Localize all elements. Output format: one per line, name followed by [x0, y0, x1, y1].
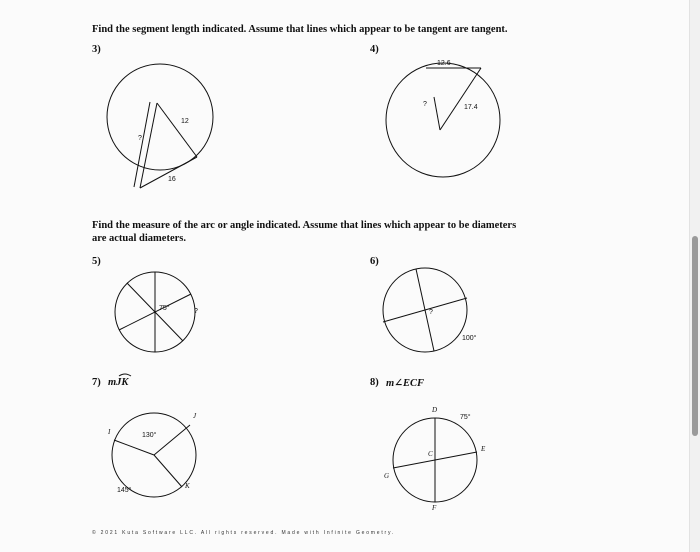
problem-5-label-75: 75°: [159, 305, 170, 312]
problem-6-label-unknown: ?: [429, 309, 433, 316]
problem-7-label-145: 145°: [117, 487, 132, 494]
problem-7-label-i: I: [108, 428, 111, 436]
problem-5-number: 5): [92, 256, 101, 267]
segment-instructions: Find the segment length indicated. Assume that lines which appear to be tangent are tangent.: [92, 24, 508, 35]
copyright-footer: © 2021 Kuta Software LLC. All rights reserved. Made with Infinite Geometry.: [92, 530, 396, 536]
problem-4-label-17-4: 17.4: [464, 104, 478, 111]
problem-8-question: m∠ECF: [386, 378, 424, 389]
problem-8-label-d: D: [432, 406, 438, 414]
problem-4-label-unknown: ?: [423, 101, 427, 108]
problem-8-label-f: F: [432, 504, 437, 512]
problem-7-question: mJK: [108, 377, 129, 388]
problem-3-label-12: 12: [181, 118, 189, 125]
problem-8-number: 8): [370, 377, 379, 388]
problem-5-label-unknown: ?: [194, 308, 198, 315]
problem-8-label-e: E: [481, 445, 486, 453]
problem-6-label-100: 100°: [462, 335, 477, 342]
problem-6-number: 6): [370, 256, 379, 267]
problem-3-number: 3): [92, 44, 101, 55]
problem-3-label-unknown: ?: [138, 135, 142, 142]
problem-4-number: 4): [370, 44, 379, 55]
scrollbar-thumb[interactable]: [692, 236, 698, 436]
problem-3-label-16: 16: [168, 176, 176, 183]
problem-8-label-g: G: [384, 472, 390, 480]
arc-instructions-line-1: Find the measure of the arc or angle indicated. Assume that lines which appear to be diameters: [92, 220, 517, 231]
problem-8-label-c: C: [428, 450, 433, 458]
problem-8-label-75: 75°: [460, 414, 471, 421]
problem-4-label-12-6: 12.6: [437, 60, 451, 67]
problem-7-label-k: K: [185, 482, 190, 490]
vertical-scrollbar[interactable]: [689, 0, 700, 552]
problem-7-label-j: J: [193, 412, 197, 420]
problem-7-label-130: 130°: [142, 432, 157, 439]
arc-instructions-line-2: are actual diameters.: [92, 233, 186, 244]
problem-7-number: 7): [92, 377, 101, 388]
